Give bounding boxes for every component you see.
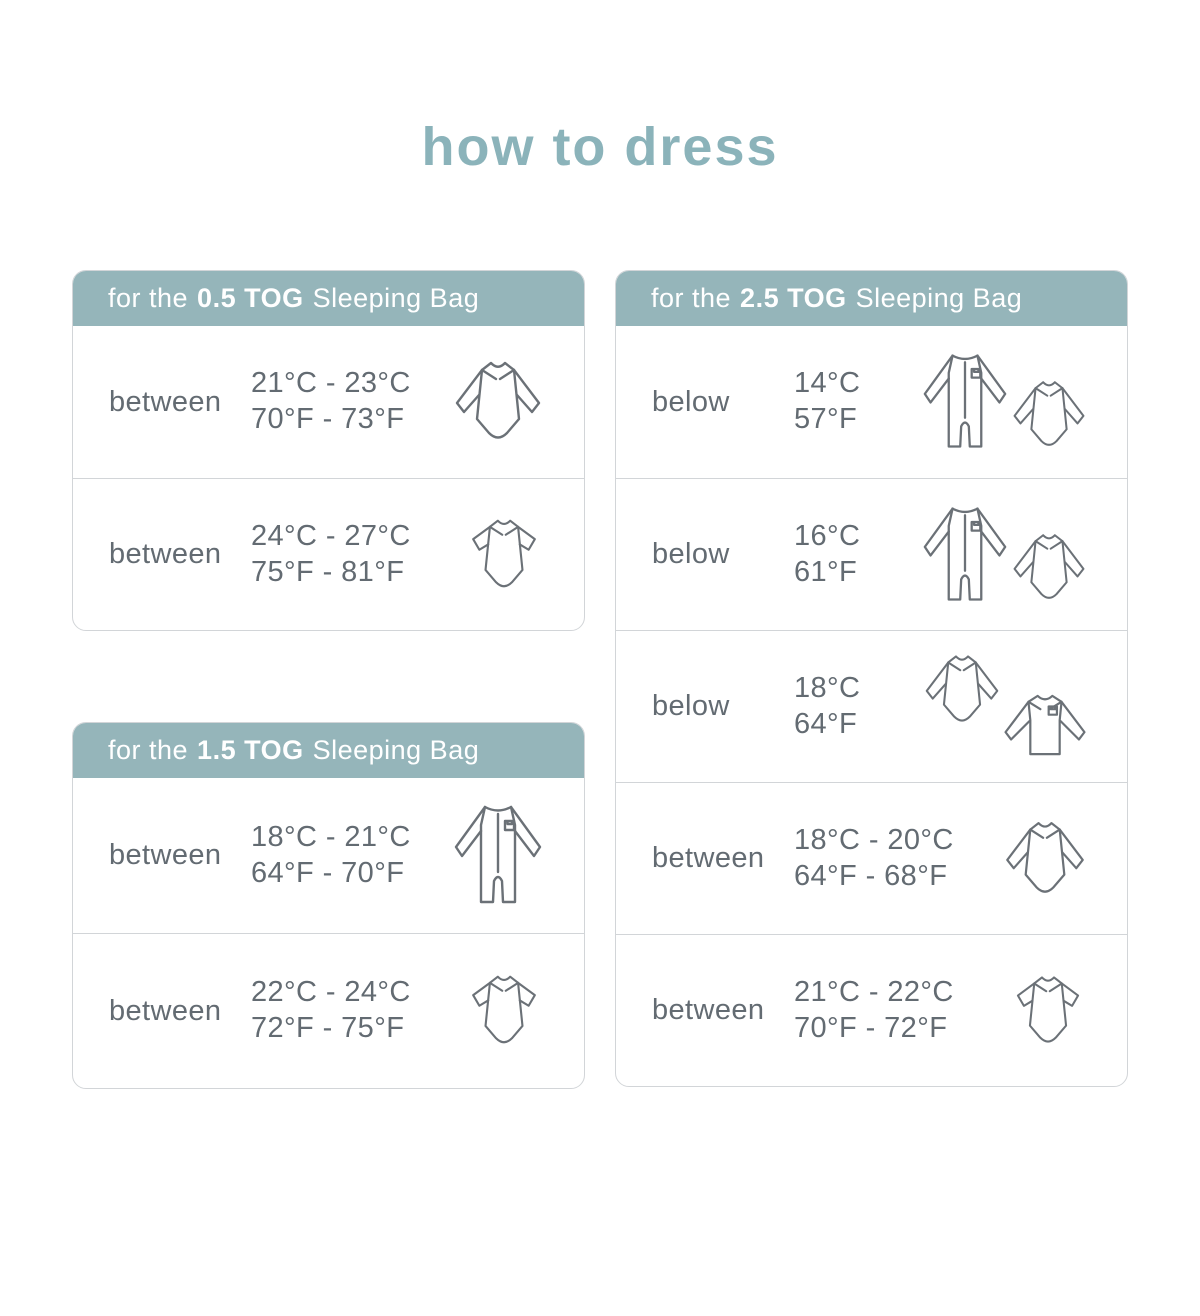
clothing-icons — [999, 813, 1091, 905]
right-column — [615, 270, 1128, 1087]
romper-long-sleeve-icon — [448, 798, 548, 913]
dress-row — [73, 778, 584, 933]
clothing-icons — [448, 798, 548, 913]
temp-fahrenheit: 61°F — [794, 555, 858, 588]
left-column — [72, 270, 585, 1089]
header-tog-value: 1.5 TOG — [197, 735, 304, 765]
temp-celsius: 16°C — [794, 519, 861, 552]
card-header-0-5 — [73, 271, 584, 326]
clothing-icons — [917, 347, 1091, 457]
shirt-long-sleeve-icon — [999, 689, 1091, 767]
temperature-range — [794, 671, 919, 743]
bodysuit-long-sleeve-icon — [1007, 373, 1091, 457]
condition-label: between — [109, 538, 222, 570]
temperature-range — [251, 820, 448, 892]
clothing-icons — [460, 511, 548, 599]
dress-row — [616, 934, 1127, 1086]
condition-label: between — [652, 994, 765, 1026]
dress-row — [73, 933, 584, 1088]
temp-fahrenheit: 64°F - 70°F — [251, 856, 405, 889]
card-header-1-5 — [73, 723, 584, 778]
temp-fahrenheit: 75°F - 81°F — [251, 555, 405, 588]
header-tog-value: 2.5 TOG — [740, 283, 847, 313]
bodysuit-long-sleeve-icon — [919, 647, 1005, 733]
temp-fahrenheit: 70°F - 72°F — [794, 1011, 948, 1044]
clothing-icons — [460, 967, 548, 1055]
temperature-range — [251, 519, 460, 591]
temp-celsius: 22°C - 24°C — [251, 976, 411, 1009]
dress-row — [616, 782, 1127, 934]
condition-label: below — [652, 538, 730, 570]
temp-celsius: 21°C - 23°C — [251, 367, 411, 400]
temp-fahrenheit: 72°F - 75°F — [251, 1012, 405, 1044]
card-header-2-5 — [616, 271, 1127, 326]
condition-label: between — [652, 842, 765, 874]
dress-row — [616, 478, 1127, 630]
header-prefix: for the — [108, 735, 189, 765]
dress-row — [73, 478, 584, 630]
clothing-icons — [917, 500, 1091, 610]
bodysuit-short-sleeve-icon — [1005, 968, 1091, 1054]
page-title: how to dress — [421, 117, 779, 177]
cards-layout — [0, 270, 1200, 1089]
bodysuit-short-sleeve-icon — [460, 967, 548, 1055]
bodysuit-short-sleeve-icon — [460, 511, 548, 599]
temperature-range — [794, 975, 1005, 1047]
header-prefix: for the — [651, 283, 732, 313]
temp-celsius: 18°C — [794, 671, 861, 704]
temperature-range — [794, 823, 999, 895]
clothing-icons — [448, 352, 548, 452]
header-prefix: for the — [108, 283, 189, 313]
temp-fahrenheit: 57°F — [794, 403, 858, 435]
bodysuit-long-sleeve-icon — [1007, 526, 1091, 610]
condition-label: below — [652, 690, 730, 722]
clothing-icons — [1005, 968, 1091, 1054]
bodysuit-long-sleeve-icon — [999, 813, 1091, 905]
header-suffix: Sleeping Bag — [855, 283, 1023, 313]
temp-celsius: 21°C - 22°C — [794, 975, 954, 1008]
dress-row — [616, 326, 1127, 478]
card-tog-2-5 — [615, 270, 1128, 1087]
temperature-range — [794, 519, 917, 591]
temp-fahrenheit: 64°F - 68°F — [794, 859, 948, 892]
dress-row — [73, 326, 584, 478]
temperature-range — [251, 366, 448, 438]
temp-celsius: 18°C - 21°C — [251, 820, 411, 853]
romper-long-sleeve-icon — [917, 500, 1013, 610]
temp-celsius: 18°C - 20°C — [794, 823, 954, 856]
header-suffix: Sleeping Bag — [312, 735, 480, 765]
dress-row — [616, 630, 1127, 782]
temp-celsius: 14°C — [794, 367, 861, 400]
condition-label: between — [109, 994, 222, 1027]
temp-fahrenheit: 70°F - 73°F — [251, 403, 405, 435]
condition-label: between — [109, 839, 222, 871]
header-tog-value: 0.5 TOG — [197, 283, 304, 313]
bodysuit-long-sleeve-icon — [448, 352, 548, 452]
condition-label: between — [109, 385, 222, 418]
temperature-range — [251, 975, 460, 1047]
card-tog-0-5 — [72, 270, 585, 631]
temp-celsius: 24°C - 27°C — [251, 519, 411, 552]
card-tog-1-5 — [72, 722, 585, 1089]
temp-fahrenheit: 64°F — [794, 707, 858, 740]
clothing-icons — [919, 647, 1091, 767]
condition-label: below — [652, 385, 730, 418]
temperature-range — [794, 366, 917, 438]
header-suffix: Sleeping Bag — [312, 283, 480, 313]
romper-long-sleeve-icon — [917, 347, 1013, 457]
